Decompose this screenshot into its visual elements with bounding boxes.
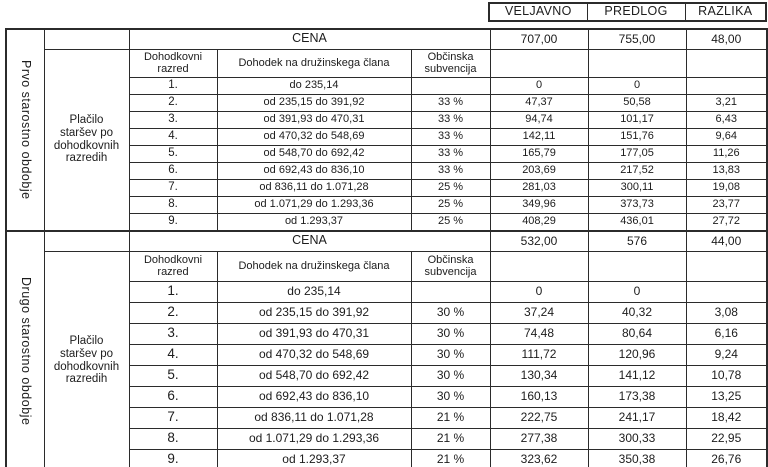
razlika-cell: 9,24 xyxy=(686,344,767,365)
razlika-cell xyxy=(686,281,767,302)
second-age-period-table xyxy=(5,230,768,467)
razred-cell: 3. xyxy=(129,323,217,344)
cena-predlog-value: 755,00 xyxy=(588,29,686,49)
predlog-cell: 177,05 xyxy=(588,145,686,162)
veljavno-cell: 130,34 xyxy=(490,365,588,386)
predlog-cell: 217,52 xyxy=(588,162,686,179)
predlog-column-header: PREDLOG xyxy=(587,3,685,21)
income-range-cell: do 235,14 xyxy=(217,77,411,94)
cena-predlog-value: 576 xyxy=(588,231,686,251)
income-range-cell: od 470,32 do 548,69 xyxy=(217,344,411,365)
valid-proposal-difference-header xyxy=(488,2,767,22)
razlika-cell: 22,95 xyxy=(686,428,767,449)
cena-label: CENA xyxy=(129,29,490,49)
veljavno-cell: 142,11 xyxy=(490,128,588,145)
spacer-cell xyxy=(44,231,129,251)
razlika-column-header: RAZLIKA xyxy=(685,3,766,21)
razred-cell: 2. xyxy=(129,302,217,323)
veljavno-cell: 408,29 xyxy=(490,213,588,231)
cena-razlika-value: 48,00 xyxy=(686,29,767,49)
income-range-cell: od 692,43 do 836,10 xyxy=(217,386,411,407)
veljavno-cell: 281,03 xyxy=(490,179,588,196)
razlika-cell: 3,08 xyxy=(686,302,767,323)
dohodek-header: Dohodek na družinskega člana xyxy=(217,49,411,77)
first-age-period-table xyxy=(5,28,768,232)
veljavno-cell: 203,69 xyxy=(490,162,588,179)
income-range-cell: do 235,14 xyxy=(217,281,411,302)
predlog-cell: 40,32 xyxy=(588,302,686,323)
razred-cell: 1. xyxy=(129,281,217,302)
age-period-label: Drugo starostno obdobje xyxy=(6,231,44,467)
razlika-cell: 23,77 xyxy=(686,196,767,213)
veljavno-cell: 349,96 xyxy=(490,196,588,213)
veljavno-cell: 160,13 xyxy=(490,386,588,407)
veljavno-cell: 323,62 xyxy=(490,449,588,467)
subvencija-cell xyxy=(411,77,490,94)
cena-razlika-value: 44,00 xyxy=(686,231,767,251)
empty-cell xyxy=(490,49,588,77)
subvencija-cell: 33 % xyxy=(411,162,490,179)
predlog-cell: 373,73 xyxy=(588,196,686,213)
razlika-cell: 9,64 xyxy=(686,128,767,145)
predlog-cell: 80,64 xyxy=(588,323,686,344)
empty-cell xyxy=(588,251,686,281)
veljavno-cell: 165,79 xyxy=(490,145,588,162)
income-range-cell: od 548,70 do 692,42 xyxy=(217,145,411,162)
subvencija-cell: 30 % xyxy=(411,323,490,344)
predlog-cell: 0 xyxy=(588,281,686,302)
razred-cell: 4. xyxy=(129,128,217,145)
subvencija-cell: 21 % xyxy=(411,407,490,428)
dohodek-header: Dohodek na družinskega člana xyxy=(217,251,411,281)
razlika-cell: 27,72 xyxy=(686,213,767,231)
predlog-cell: 241,17 xyxy=(588,407,686,428)
razred-cell: 9. xyxy=(129,449,217,467)
income-range-cell: od 1.071,29 do 1.293,36 xyxy=(217,196,411,213)
predlog-cell: 151,76 xyxy=(588,128,686,145)
razlika-cell: 13,25 xyxy=(686,386,767,407)
empty-cell xyxy=(490,251,588,281)
empty-cell xyxy=(686,251,767,281)
veljavno-cell: 222,75 xyxy=(490,407,588,428)
razlika-cell: 10,78 xyxy=(686,365,767,386)
razred-cell: 3. xyxy=(129,111,217,128)
razred-cell: 6. xyxy=(129,162,217,179)
predlog-cell: 50,58 xyxy=(588,94,686,111)
placilo-starsev-label: Plačilo staršev po dohodkovnih razredih xyxy=(44,49,129,231)
veljavno-cell: 111,72 xyxy=(490,344,588,365)
razred-cell: 7. xyxy=(129,179,217,196)
razred-cell: 8. xyxy=(129,428,217,449)
income-range-cell: od 391,93 do 470,31 xyxy=(217,111,411,128)
razred-cell: 1. xyxy=(129,77,217,94)
income-range-cell: od 548,70 do 692,42 xyxy=(217,365,411,386)
income-range-cell: od 692,43 do 836,10 xyxy=(217,162,411,179)
income-range-cell: od 1.293,37 xyxy=(217,213,411,231)
razlika-cell: 6,16 xyxy=(686,323,767,344)
subvencija-cell: 33 % xyxy=(411,111,490,128)
razlika-cell: 3,21 xyxy=(686,94,767,111)
income-range-cell: od 235,15 do 391,92 xyxy=(217,94,411,111)
predlog-cell: 300,11 xyxy=(588,179,686,196)
predlog-cell: 350,38 xyxy=(588,449,686,467)
veljavno-cell: 37,24 xyxy=(490,302,588,323)
dohodkovni-razred-header: Dohodkovni razred xyxy=(129,251,217,281)
subvencija-cell: 21 % xyxy=(411,428,490,449)
predlog-cell: 436,01 xyxy=(588,213,686,231)
empty-cell xyxy=(588,49,686,77)
razlika-cell: 13,83 xyxy=(686,162,767,179)
predlog-cell: 101,17 xyxy=(588,111,686,128)
razlika-cell: 6,43 xyxy=(686,111,767,128)
razlika-cell: 11,26 xyxy=(686,145,767,162)
predlog-cell: 120,96 xyxy=(588,344,686,365)
income-range-cell: od 1.293,37 xyxy=(217,449,411,467)
income-range-cell: od 1.071,29 do 1.293,36 xyxy=(217,428,411,449)
subvencija-cell: 30 % xyxy=(411,344,490,365)
spacer-cell xyxy=(44,29,129,49)
subvencija-cell: 30 % xyxy=(411,302,490,323)
placilo-starsev-label: Plačilo staršev po dohodkovnih razredih xyxy=(44,251,129,467)
razred-cell: 2. xyxy=(129,94,217,111)
veljavno-cell: 47,37 xyxy=(490,94,588,111)
subvencija-cell: 33 % xyxy=(411,145,490,162)
income-range-cell: od 836,11 do 1.071,28 xyxy=(217,179,411,196)
subvencija-cell: 30 % xyxy=(411,386,490,407)
income-range-cell: od 470,32 do 548,69 xyxy=(217,128,411,145)
cena-veljavno-value: 532,00 xyxy=(490,231,588,251)
razred-cell: 4. xyxy=(129,344,217,365)
veljavno-cell: 0 xyxy=(490,77,588,94)
income-range-cell: od 235,15 do 391,92 xyxy=(217,302,411,323)
predlog-cell: 300,33 xyxy=(588,428,686,449)
cena-label: CENA xyxy=(129,231,490,251)
subvencija-cell: 25 % xyxy=(411,196,490,213)
razlika-cell: 26,76 xyxy=(686,449,767,467)
veljavno-column-header: VELJAVNO xyxy=(489,3,587,21)
age-period-label: Prvo starostno obdobje xyxy=(6,29,44,231)
razred-cell: 6. xyxy=(129,386,217,407)
cena-veljavno-value: 707,00 xyxy=(490,29,588,49)
subvencija-cell xyxy=(411,281,490,302)
subvencija-cell: 21 % xyxy=(411,449,490,467)
razred-cell: 8. xyxy=(129,196,217,213)
subvencija-cell: 25 % xyxy=(411,179,490,196)
obcinska-subvencija-header: Občinska subvencija xyxy=(411,49,490,77)
dohodkovni-razred-header: Dohodkovni razred xyxy=(129,49,217,77)
predlog-cell: 173,38 xyxy=(588,386,686,407)
veljavno-cell: 0 xyxy=(490,281,588,302)
subvencija-cell: 33 % xyxy=(411,128,490,145)
veljavno-cell: 277,38 xyxy=(490,428,588,449)
predlog-cell: 0 xyxy=(588,77,686,94)
subvencija-cell: 33 % xyxy=(411,94,490,111)
income-range-cell: od 391,93 do 470,31 xyxy=(217,323,411,344)
razlika-cell: 18,42 xyxy=(686,407,767,428)
veljavno-cell: 94,74 xyxy=(490,111,588,128)
empty-cell xyxy=(686,49,767,77)
subvencija-cell: 25 % xyxy=(411,213,490,231)
obcinska-subvencija-header: Občinska subvencija xyxy=(411,251,490,281)
predlog-cell: 141,12 xyxy=(588,365,686,386)
veljavno-cell: 74,48 xyxy=(490,323,588,344)
razlika-cell: 19,08 xyxy=(686,179,767,196)
razred-cell: 7. xyxy=(129,407,217,428)
income-range-cell: od 836,11 do 1.071,28 xyxy=(217,407,411,428)
razred-cell: 5. xyxy=(129,145,217,162)
razred-cell: 5. xyxy=(129,365,217,386)
subvencija-cell: 30 % xyxy=(411,365,490,386)
razlika-cell xyxy=(686,77,767,94)
razred-cell: 9. xyxy=(129,213,217,231)
